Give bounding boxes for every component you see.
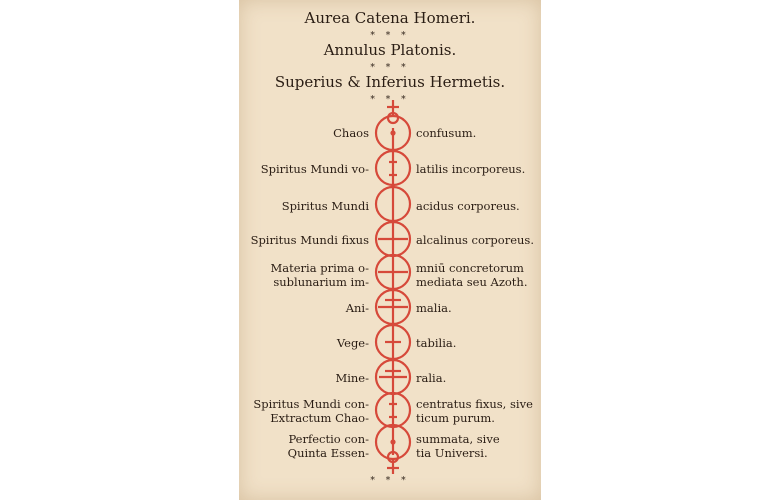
label-right-spiritus-volatilis: latilis incorporeus. xyxy=(416,162,526,176)
golden-chain-diagram xyxy=(239,0,541,500)
chain-bottom-terminal xyxy=(387,452,399,474)
label-left-spiritus-volatilis: Spiritus Mundi vo- xyxy=(260,162,369,176)
label-right-materia-prima: mniū concretorum mediata seu Azoth. xyxy=(416,261,528,289)
label-left-chaos: Chaos xyxy=(333,126,369,140)
book-page xyxy=(239,0,541,500)
label-left-mineralia: Mine- xyxy=(335,371,369,385)
quinta-center-dot xyxy=(390,439,395,444)
label-right-chaos: confusum. xyxy=(416,126,477,140)
label-left-materia-prima: Materia prima o- sublunarium im- xyxy=(270,261,369,289)
chain-top-terminal xyxy=(387,100,399,123)
label-right-animalia: malia. xyxy=(416,301,452,315)
asterism-3: * * * xyxy=(370,95,410,105)
chaos-center-dot xyxy=(390,130,395,135)
label-left-spiritus-fixus: Spiritus Mundi fixus xyxy=(250,233,369,247)
label-right-mineralia: ralia. xyxy=(416,371,447,385)
asterism-1: * * * xyxy=(370,31,410,41)
title-aurea-catena: Aurea Catena Homeri. xyxy=(304,9,476,27)
asterism-bottom: * * * xyxy=(370,476,410,486)
title-annulus-platonis: Annulus Platonis. xyxy=(323,41,457,59)
label-right-spiritus-acidus: acidus corporeus. xyxy=(416,199,520,213)
label-left-concentratus: Spiritus Mundi con- Extractum Chao- xyxy=(253,397,369,425)
label-left-quinta-essentia: Perfectio con- Quinta Essen- xyxy=(287,432,369,460)
label-left-vegetabilia: Vege- xyxy=(336,336,369,350)
asterism-2: * * * xyxy=(370,63,410,73)
label-right-vegetabilia: tabilia. xyxy=(416,336,457,350)
label-right-spiritus-fixus: alcalinus corporeus. xyxy=(416,233,534,247)
label-right-quinta-essentia: summata, sive tia Universi. xyxy=(416,432,500,460)
label-left-animalia: Ani- xyxy=(345,301,369,315)
title-superius-inferius: Superius & Inferius Hermetis. xyxy=(274,73,506,91)
label-right-concentratus: centratus fixus, sive ticum purum. xyxy=(416,397,533,425)
label-left-spiritus-acidus: Spiritus Mundi xyxy=(281,199,369,213)
